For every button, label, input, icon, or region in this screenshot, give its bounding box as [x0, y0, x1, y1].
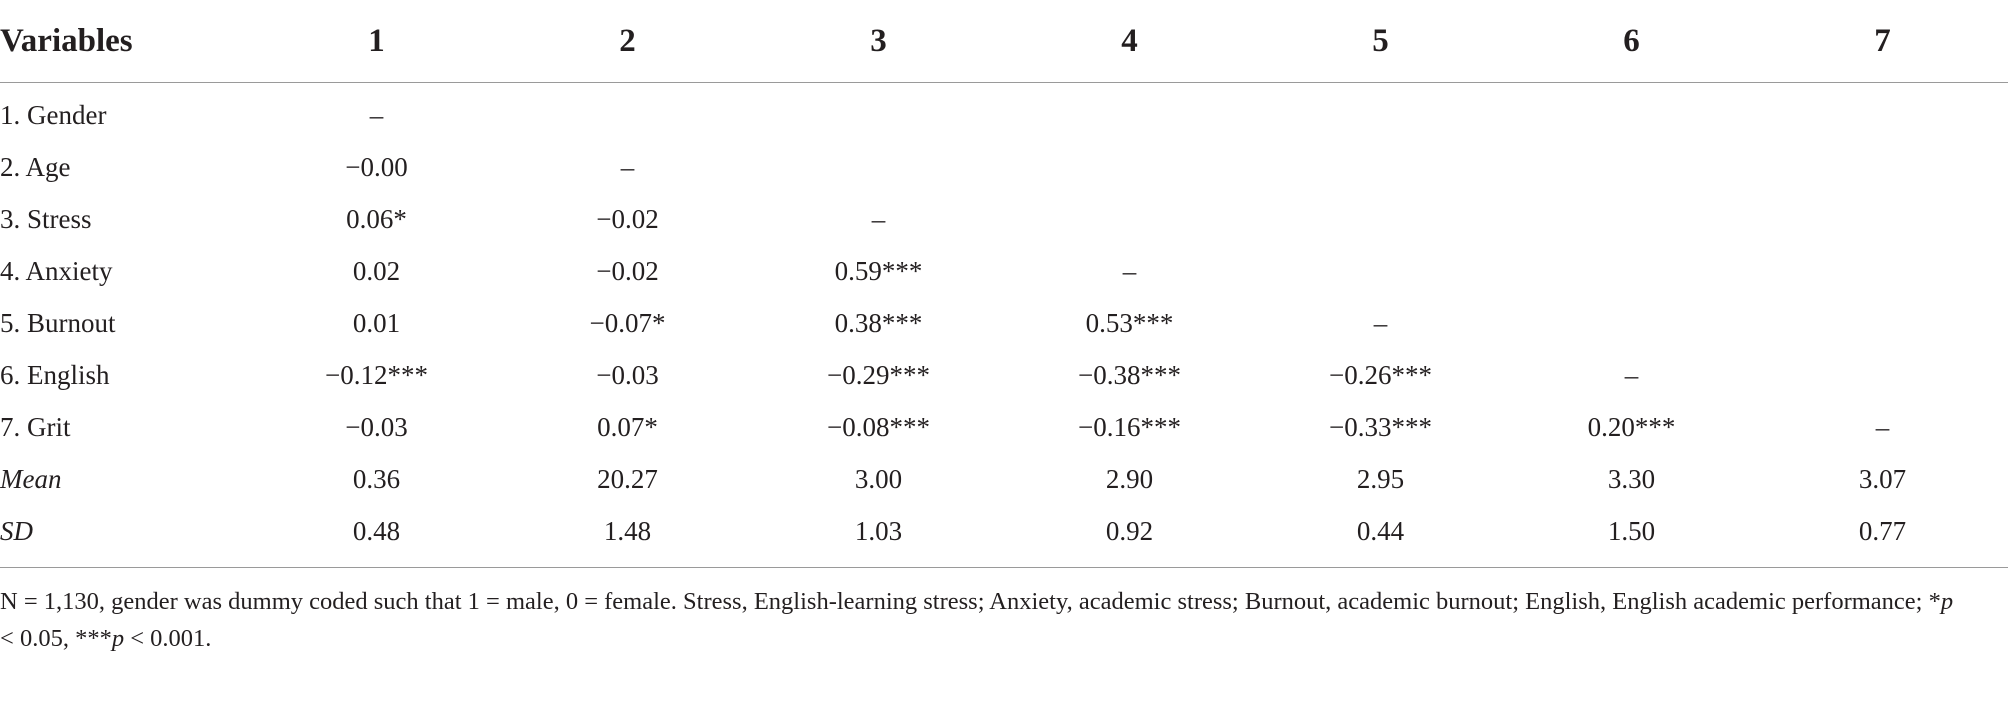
table-row [0, 401, 2008, 453]
table-cell: 3.07 [1858, 463, 1907, 494]
header-col-3: 3 [753, 0, 1004, 83]
header-col-1: 1 [251, 0, 502, 83]
table-cell: 0.92 [1004, 505, 1255, 568]
table-cell: 0.59*** [834, 255, 923, 286]
table-cell: 0.02 [352, 255, 401, 286]
header-col-7: 7 [1757, 0, 2008, 83]
table-footnote [0, 583, 1970, 657]
table-cell [753, 83, 1004, 142]
table-cell: – [620, 151, 635, 182]
table-cell: 0.48 [251, 505, 502, 568]
table-cell [1757, 141, 2008, 193]
header-col-4: 4 [1004, 0, 1255, 83]
table-cell: −0.02 [596, 255, 659, 286]
table-cell [1757, 245, 2008, 297]
header-col-5: 5 [1255, 0, 1506, 83]
table-cell: 0.36 [352, 463, 401, 494]
table-cell: – [1373, 307, 1388, 338]
footnote-text-1: N = 1,130, gender was dummy coded such that 1 = male, 0 = female. Stress, English-learning stress; Anxiety, academic stress; Burnout, academic burnout; English, English academic performance; * [0, 588, 1941, 615]
table-cell [1255, 83, 1506, 142]
table-cell: −0.29*** [827, 359, 930, 390]
header-variables: Variables [0, 0, 251, 83]
header-col-2: 2 [502, 0, 753, 83]
table-cell: 0.38*** [834, 307, 923, 338]
table-cell: −0.03 [596, 359, 659, 390]
row-label: 2. Age [0, 151, 71, 182]
table-row [0, 193, 2008, 245]
table-row [0, 453, 2008, 505]
table-cell: 0.44 [1255, 505, 1506, 568]
table-cell: 2.95 [1356, 463, 1405, 494]
table-cell: 0.06* [346, 203, 407, 234]
table-cell: 3.00 [854, 463, 903, 494]
table-cell: −0.16*** [1078, 411, 1181, 442]
table-cell [502, 83, 753, 142]
table-cell: 3.30 [1607, 463, 1656, 494]
table-cell [1757, 297, 2008, 349]
table-cell [1255, 141, 1506, 193]
table-cell: −0.38*** [1078, 359, 1181, 390]
table-cell [753, 141, 1004, 193]
table-cell [1004, 83, 1255, 142]
table-row [0, 505, 2008, 568]
table-cell [1004, 193, 1255, 245]
row-label: 6. English [0, 359, 110, 390]
table-cell: 1.03 [753, 505, 1004, 568]
table-cell: −0.03 [345, 411, 408, 442]
footnote-p-symbol-1: p [1940, 588, 1954, 615]
table-cell: 1.50 [1506, 505, 1757, 568]
row-label: 7. Grit [0, 411, 71, 442]
table-cell: −0.08*** [827, 411, 930, 442]
table-row [0, 141, 2008, 193]
table-row [0, 83, 2008, 142]
table-cell: – [1875, 411, 1890, 442]
row-label: 1. Gender [0, 99, 107, 130]
table-cell: – [369, 99, 384, 130]
row-label: SD [0, 505, 251, 568]
table-row [0, 245, 2008, 297]
table-cell: 0.77 [1757, 505, 2008, 568]
table-header-row [0, 0, 2008, 83]
table-cell [1506, 193, 1757, 245]
table-cell: 0.53*** [1085, 307, 1174, 338]
table-cell [1506, 297, 1757, 349]
table-cell: 0.07* [597, 411, 658, 442]
footnote-p-symbol-2: p [111, 625, 125, 652]
table-cell [1757, 83, 2008, 142]
table-cell [1255, 245, 1506, 297]
table-cell: 20.27 [597, 463, 658, 494]
table-cell: 1.48 [502, 505, 753, 568]
table-cell [1506, 245, 1757, 297]
table-cell: 0.20*** [1587, 411, 1676, 442]
row-label: 3. Stress [0, 203, 92, 234]
table-cell: – [1624, 359, 1639, 390]
row-label: Mean [0, 463, 62, 494]
table-cell [1255, 193, 1506, 245]
table-cell: – [871, 203, 886, 234]
table-cell: −0.12*** [325, 359, 428, 390]
row-label: 5. Burnout [0, 307, 116, 338]
table-cell: 2.90 [1105, 463, 1154, 494]
table-cell [1506, 83, 1757, 142]
table-cell: −0.26*** [1329, 359, 1432, 390]
header-col-6: 6 [1506, 0, 1757, 83]
table-row [0, 349, 2008, 401]
footnote-text-2: < 0.05, *** [0, 625, 112, 652]
table-cell: −0.00 [345, 151, 408, 182]
table-cell: 0.01 [352, 307, 401, 338]
table-cell [1757, 349, 2008, 401]
table-row [0, 297, 2008, 349]
footnote-text-3: < 0.001. [124, 625, 212, 652]
table-cell: – [1122, 255, 1137, 286]
table-cell [1506, 141, 1757, 193]
table-cell [1757, 193, 2008, 245]
table-cell [1004, 141, 1255, 193]
table-cell: −0.33*** [1329, 411, 1432, 442]
table-cell: −0.07* [589, 307, 666, 338]
row-label: 4. Anxiety [0, 255, 113, 286]
table-cell: −0.02 [596, 203, 659, 234]
